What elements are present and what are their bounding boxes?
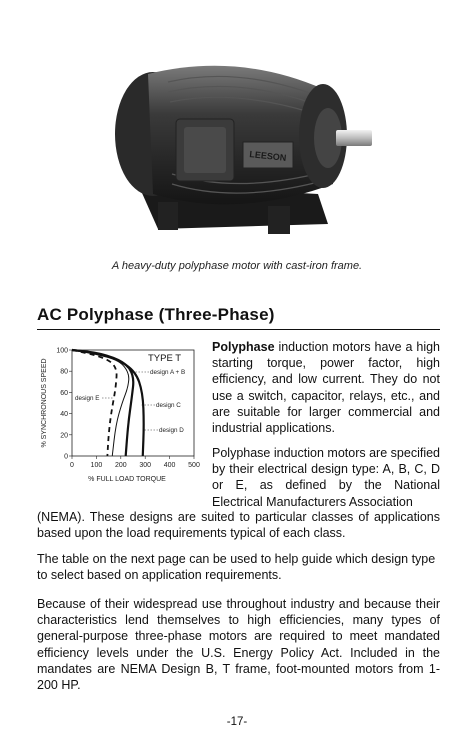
paragraph-design-types: Polyphase induction motors are specified by their electrical design type: A, B, C, D or E, as defined by the National Electrical Manufacturers Association [212,446,440,509]
x-tick-label: 300 [139,462,152,469]
y-tick-label: 100 [56,347,68,355]
series-annotation: design E [75,395,100,402]
page-number: -17- [226,716,248,728]
motor-photo [98,34,378,252]
paragraph-table-reference: The table on the next page can be used to help guide which design type to select based on application requirements. [37,552,436,583]
y-axis-label: % SYNCHRONOUS SPEED [41,358,48,448]
x-axis-label: % FULL LOAD TORQUE [88,476,166,483]
paragraph-intro [212,339,440,436]
y-tick-label: 80 [60,368,68,376]
series-annotation: design C [156,402,181,409]
x-tick-label: 200 [114,462,127,469]
speed-torque-chart [36,340,208,490]
x-tick-label: 400 [163,462,176,469]
series-annotation: design D [159,427,184,434]
x-tick-label: 500 [188,462,200,469]
chart-title: TYPE T [148,353,182,364]
paragraph-design-types-continued: (NEMA). These designs are suited to particular classes of applications based upon the load requirements typical of each class. [37,510,440,541]
nameplate-text: LEESON [248,149,287,163]
y-tick-label: 60 [60,389,68,397]
x-tick-label: 0 [70,462,74,469]
y-tick-label: 40 [60,411,68,419]
series-annotation: design A + B [150,369,186,376]
intro-text: induction motors have a high starting torque, power factor, high efficiency, and low current. They do not use a switch, capacitor, relays, etc., and are suitable for larger commercial and industrial applications. [212,340,440,436]
paragraph-efficiency: Because of their widespread use throughout industry and because their characteristics lend themselves to high efficiencies, many types of general-purpose three-phase motors are required to meet mandated efficiency levels under the U.S. Energy Policy Act. Included in the mandates are NEMA Design B, T frame, foot-mounted motors from 1-200 HP. [37,597,440,693]
section-heading: AC Polyphase (Three-Phase) [37,305,275,324]
lead-term: Polyphase [212,340,275,354]
series-line-0 [72,350,129,456]
x-tick-label: 100 [90,462,103,469]
y-tick-label: 0 [64,453,68,461]
figure-caption: A heavy-duty polyphase motor with cast-iron frame. [111,260,363,272]
heading-rule [37,329,440,330]
y-tick-label: 20 [60,432,68,440]
series-line-1 [72,350,117,456]
